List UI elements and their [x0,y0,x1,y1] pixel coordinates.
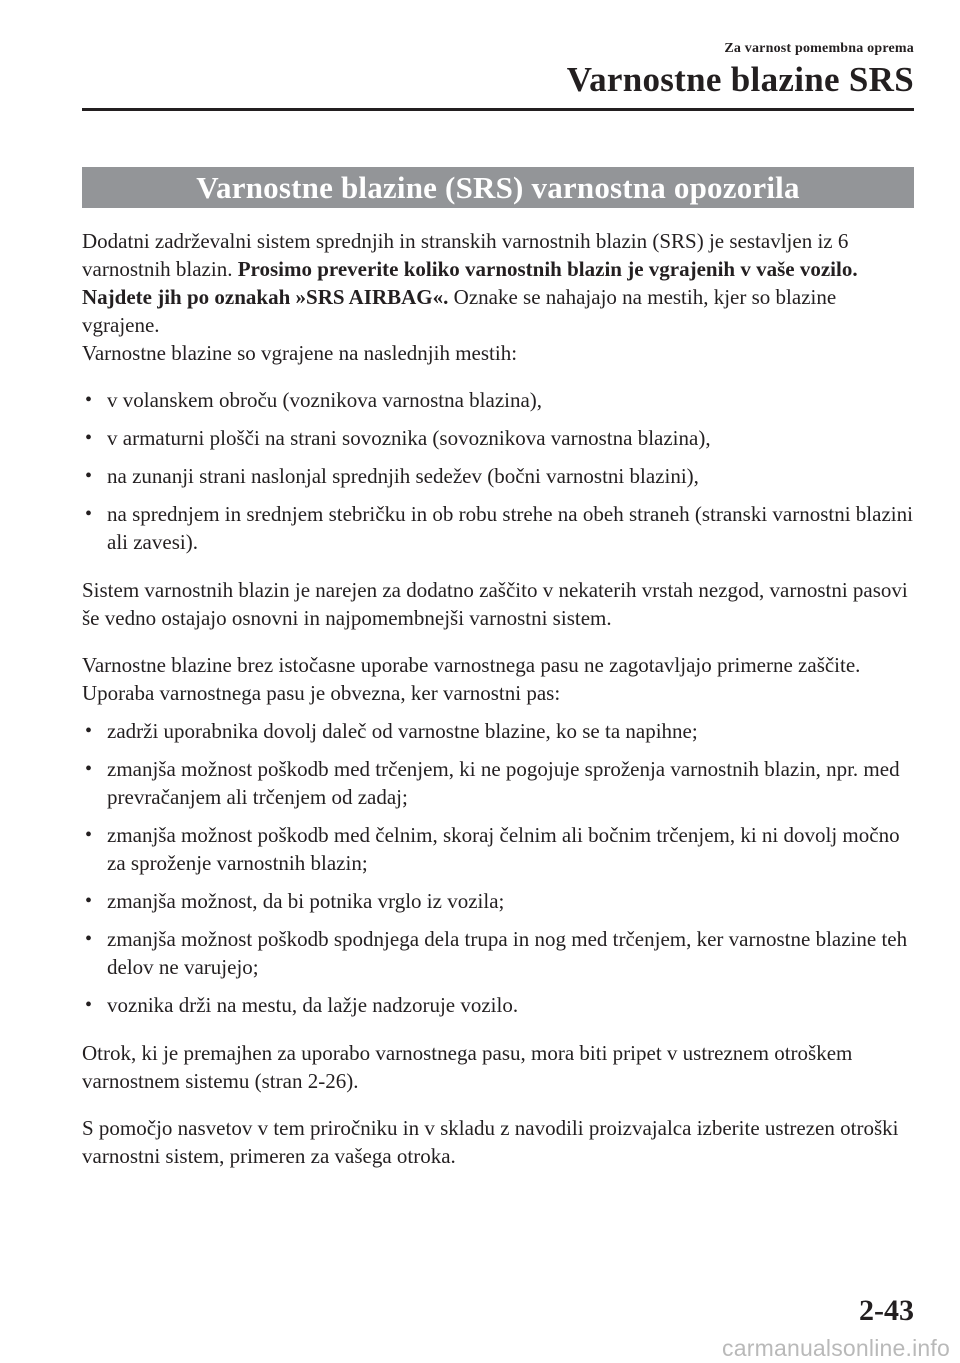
system-paragraph: Sistem varnostnih blazin je narejen za dodatno zaščito v nekaterih vrstah nezgod, varnostni pasovi še vedno ostajajo osnovni in najpomembnejši varnostni sistem. [82,578,908,630]
bullet-icon: • [85,503,93,525]
header-title: Varnostne blazine SRS [566,60,914,99]
belt-paragraph-1: Varnostne blazine brez istočasne uporabe varnostnega pasu ne zagotavljajo primerne zaščite. [82,653,861,677]
page-number: 2-43 [859,1294,914,1327]
list-item [82,500,914,556]
list-item [82,991,914,1019]
watermark: carmanualsonline.info [722,1335,950,1361]
locations-heading: Varnostne blazine so vgrajene na naslednjih mestih: [82,341,518,365]
list-item [82,821,914,877]
list-item [82,424,914,452]
list-item-text: zadrži uporabnika dovolj daleč od varnostne blazine, ko se ta napihne; [107,719,698,743]
spacer [82,367,914,386]
list-item [82,755,914,811]
intro-bold-text: Prosimo preverite koliko varnostnih blazin je vgrajenih v vaše vozilo. Najdete jih po oznakah »SRS AIRBAG«. [82,257,858,309]
bullet-icon: • [85,928,93,950]
list-item-text: v volanskem obroču (voznikova varnostna blazina), [107,388,543,412]
bullet-icon: • [85,465,93,487]
list-item-text: zmanjša možnost poškodb spodnjega dela trupa in nog med trčenjem, ker varnostne blazine teh delov ne varujejo; [107,927,908,979]
spacer [82,566,914,576]
content [82,227,914,1170]
bullet-icon: • [85,890,93,912]
spacer [82,1029,914,1039]
section-title: Varnostne blazine (SRS) varnostna opozorila [196,169,800,205]
belt-paragraph-2: Uporaba varnostnega pasu je obvezna, ker varnostni pas: [82,681,561,705]
header-category: Za varnost pomembna oprema [724,41,914,56]
spacer [82,632,914,651]
bullet-icon: • [85,758,93,780]
list-item [82,386,914,414]
list-item-text: zmanjša možnost poškodb med čelnim, skoraj čelnim ali bočnim trčenjem, ki ni dovolj močno za sproženje varnostnih blazin; [107,823,900,875]
list-item-text: v armaturni plošči na strani sovoznika (sovoznikova varnostna blazina), [107,426,711,450]
section-banner [82,167,914,208]
belt-reasons-list [82,717,914,1019]
list-item-text: na sprednjem in srednjem stebričku in ob robu strehe na obeh straneh (stranski varnostni blazini ali zavesi). [107,502,913,554]
header-rule [82,108,914,111]
intro-text-2: Oznake se nahajajo na mestih, kjer so blazine vgrajene. [82,285,837,337]
bullet-icon: • [85,427,93,449]
intro-paragraph [82,227,914,339]
locations-list [82,386,914,556]
child-paragraph: Otrok, ki je premajhen za uporabo varnostnega pasu, mora biti pripet v ustreznem otroškem varnostnem sistemu (stran 2-26). [82,1041,853,1093]
spacer [82,1095,914,1114]
list-item-text: zmanjša možnost, da bi potnika vrglo iz vozila; [107,889,505,913]
spacer [82,707,914,717]
bullet-icon: • [85,824,93,846]
bullet-icon: • [85,994,93,1016]
list-item [82,925,914,981]
list-item-text: zmanjša možnost poškodb med trčenjem, ki ne pogojuje sproženja varnostnih blazin, npr. med prevračanjem ali trčenjem od zadaj; [107,757,900,809]
list-item-text: na zunanji strani naslonjal sprednjih sedežev (bočni varnostni blazini), [107,464,699,488]
list-item [82,717,914,745]
intro-text-1: Dodatni zadrževalni sistem sprednjih in stranskih varnostnih blazin (SRS) je sestavljen iz 6 varnostnih blazin. [82,229,849,281]
list-item [82,887,914,915]
list-item-text: voznika drži na mestu, da lažje nadzoruje vozilo. [107,993,519,1017]
bullet-icon: • [85,720,93,742]
bullet-icon: • [85,389,93,411]
list-item [82,462,914,490]
advice-paragraph: S pomočjo nasvetov v tem priročniku in v skladu z navodili proizvajalca izberite ustrezen otroški varnostni sistem, primeren za vašega otroka. [82,1116,899,1168]
